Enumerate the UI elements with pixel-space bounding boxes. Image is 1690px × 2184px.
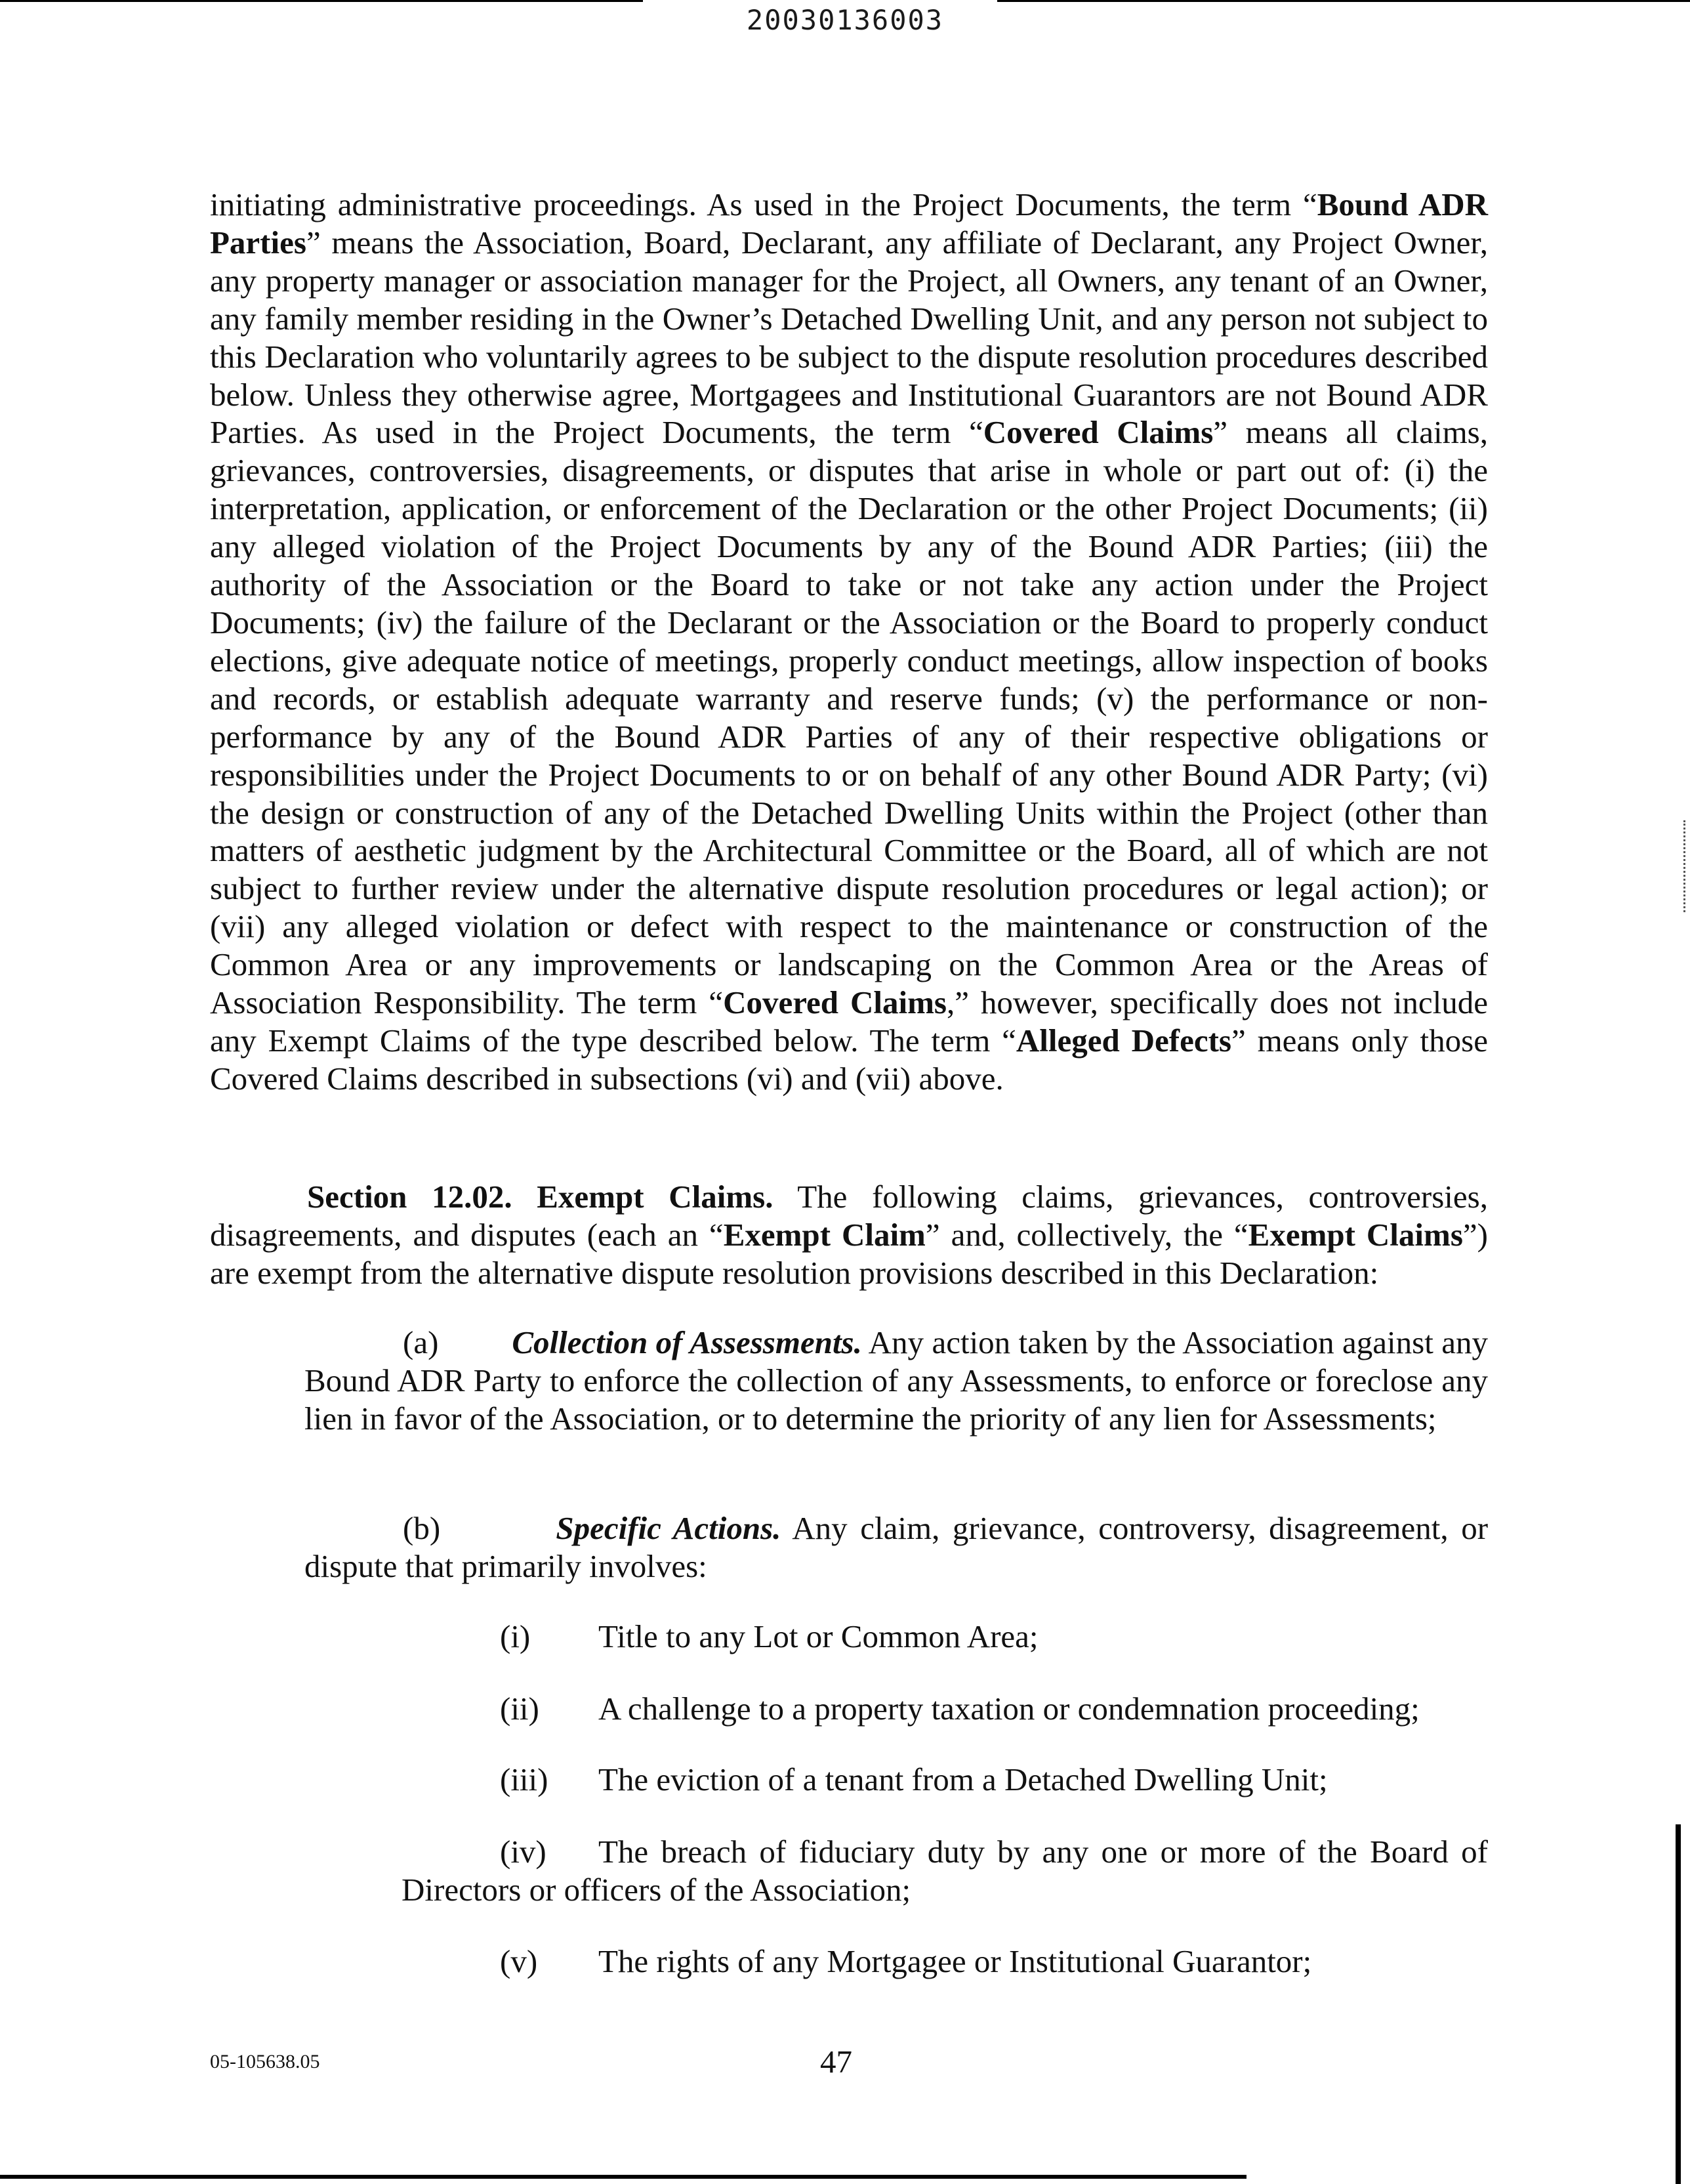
scan-border-top-left: [0, 0, 643, 2]
item-title: Collection of Assessments.: [512, 1324, 862, 1360]
defined-term-exempt-claim: Exempt Claim: [723, 1216, 926, 1253]
sub-item-text: The rights of any Mortgagee or Institutional Guarantor;: [598, 1943, 1312, 1979]
defined-term-exempt-claims: Exempt Claims: [1248, 1216, 1463, 1253]
footer-document-code: 05-105638.05: [210, 2051, 320, 2072]
text-run: ”) are exempt from the alternative dispute resolution provisions described in this Declaration:: [210, 1216, 1488, 1291]
sub-item-text: Title to any Lot or Common Area;: [598, 1618, 1039, 1654]
text-run: ” means all claims, grievances, controversies, disagreements, or disputes that arise in whole or part out of: (i) the interpretation, application, or enforcement of the Declaration or the other Project Documents; (ii) any alleged violation of the Project Documents by any of the Bound ADR Parties; (iii) the authority of the Association or the Board to take or not take any action under the Project Documents; (iv) the failure of the Declarant or the Association or the Board to properly conduct elections, give adequate notice of meetings, properly conduct meetings, allow inspection of books and records, or establish adequate warranty and reserve funds; (v) the performance or non-performance by any of the Bound ADR Parties of any of their respective obligations or responsibilities under the Project Documents to or on behalf of any other Bound ADR Party; (vi) the design or construction of any of the Detached Dwelling Units within the Project (other than matters of aesthetic judgment by the Architectural Committee or the Board, all of which are not subject to further review under the alternative dispute resolution procedures or legal action); or (vii) any alleged violation or defect with respect to the maintenance or construction of the Common Area or any improvements or landscaping on the Common Area or the Areas of Association Responsibility. The term “: [210, 414, 1489, 1021]
sub-item-label: (iv): [500, 1834, 546, 1870]
scan-border-right: [1676, 1824, 1681, 2184]
defined-term-covered-claims: Covered Claims: [723, 984, 947, 1021]
text-run: ” means the Association, Board, Declarant, any affiliate of Declarant, any Project Owner, any property manager or association manager for the Project, all Owners, any tenant of an Owner, any family member residing in the Owner’s Detached Dwelling Unit, and any person not subject to this Declaration who voluntarily agrees to be subject to the dispute resolution procedures described below. Unless they otherwise agree, Mortgagees and Institutional Guarantors are not Bound ADR Parties. As used in the Project Documents, the term “: [210, 224, 1488, 451]
item-label: (a): [403, 1324, 439, 1360]
defined-term-alleged-defects: Alleged Defects: [1016, 1022, 1231, 1059]
defined-term-bound-adr-parties: Bound ADR Parties: [210, 186, 1488, 261]
section-12-02-exempt-claims: [210, 1178, 1488, 1292]
defined-term-covered-claims: Covered Claims: [983, 414, 1214, 451]
sub-item-v: [500, 1942, 1311, 1981]
item-text: Any action taken by the Association against any Bound ADR Party to enforce the collection of any Assessments, to enforce or foreclose any lien in favor of the Association, or to determine the priority of any lien for Assessments;: [304, 1324, 1488, 1437]
item-label: (b): [403, 1510, 441, 1546]
scan-border-top-right: [997, 0, 1690, 2]
text-run: ” and, collectively, the “: [925, 1216, 1248, 1253]
sub-item-text: The eviction of a tenant from a Detached Dwelling Unit;: [598, 1761, 1328, 1797]
item-a-collection-of-assessments: [304, 1324, 1488, 1438]
page-number: 47: [820, 2044, 852, 2080]
sub-item-i: [500, 1618, 1039, 1656]
text-run: ” means only those Covered Claims described in subsections (vi) and (vii) above.: [210, 1022, 1488, 1097]
document-id-stamp: 20030136003: [746, 4, 944, 36]
sub-item-ii: [500, 1690, 1420, 1728]
text-run: ,” however, specifically does not include any Exempt Claims of the type described below. The term “: [210, 984, 1489, 1059]
text-run: initiating administrative proceedings. As used in the Project Documents, the term “: [210, 186, 1317, 222]
scan-artifact: [1683, 820, 1687, 912]
sub-item-label: (i): [500, 1618, 531, 1654]
text-run: The following claims, grievances, controversies, disagreements, and disputes (each an “: [210, 1179, 1488, 1253]
sub-item-text: A challenge to a property taxation or condemnation proceeding;: [598, 1690, 1420, 1727]
item-b-specific-actions: [304, 1509, 1488, 1586]
section-heading: Section 12.02. Exempt Claims.: [307, 1179, 773, 1215]
item-title: Specific Actions.: [556, 1510, 781, 1546]
sub-item-label: (ii): [500, 1690, 539, 1727]
sub-item-text: The breach of fiduciary duty by any one or more of the Board of Directors or officers of the Association;: [402, 1834, 1488, 1908]
sub-item-iii: [500, 1761, 1328, 1799]
sub-item-label: (v): [500, 1943, 538, 1979]
sub-item-iv: [402, 1833, 1488, 1909]
scan-border-bottom: [0, 2175, 1247, 2179]
paragraph-definitions: [210, 186, 1488, 1098]
item-text: Any claim, grievance, controversy, disagreement, or dispute that primarily involves:: [304, 1510, 1489, 1584]
sub-item-label: (iii): [500, 1761, 548, 1797]
